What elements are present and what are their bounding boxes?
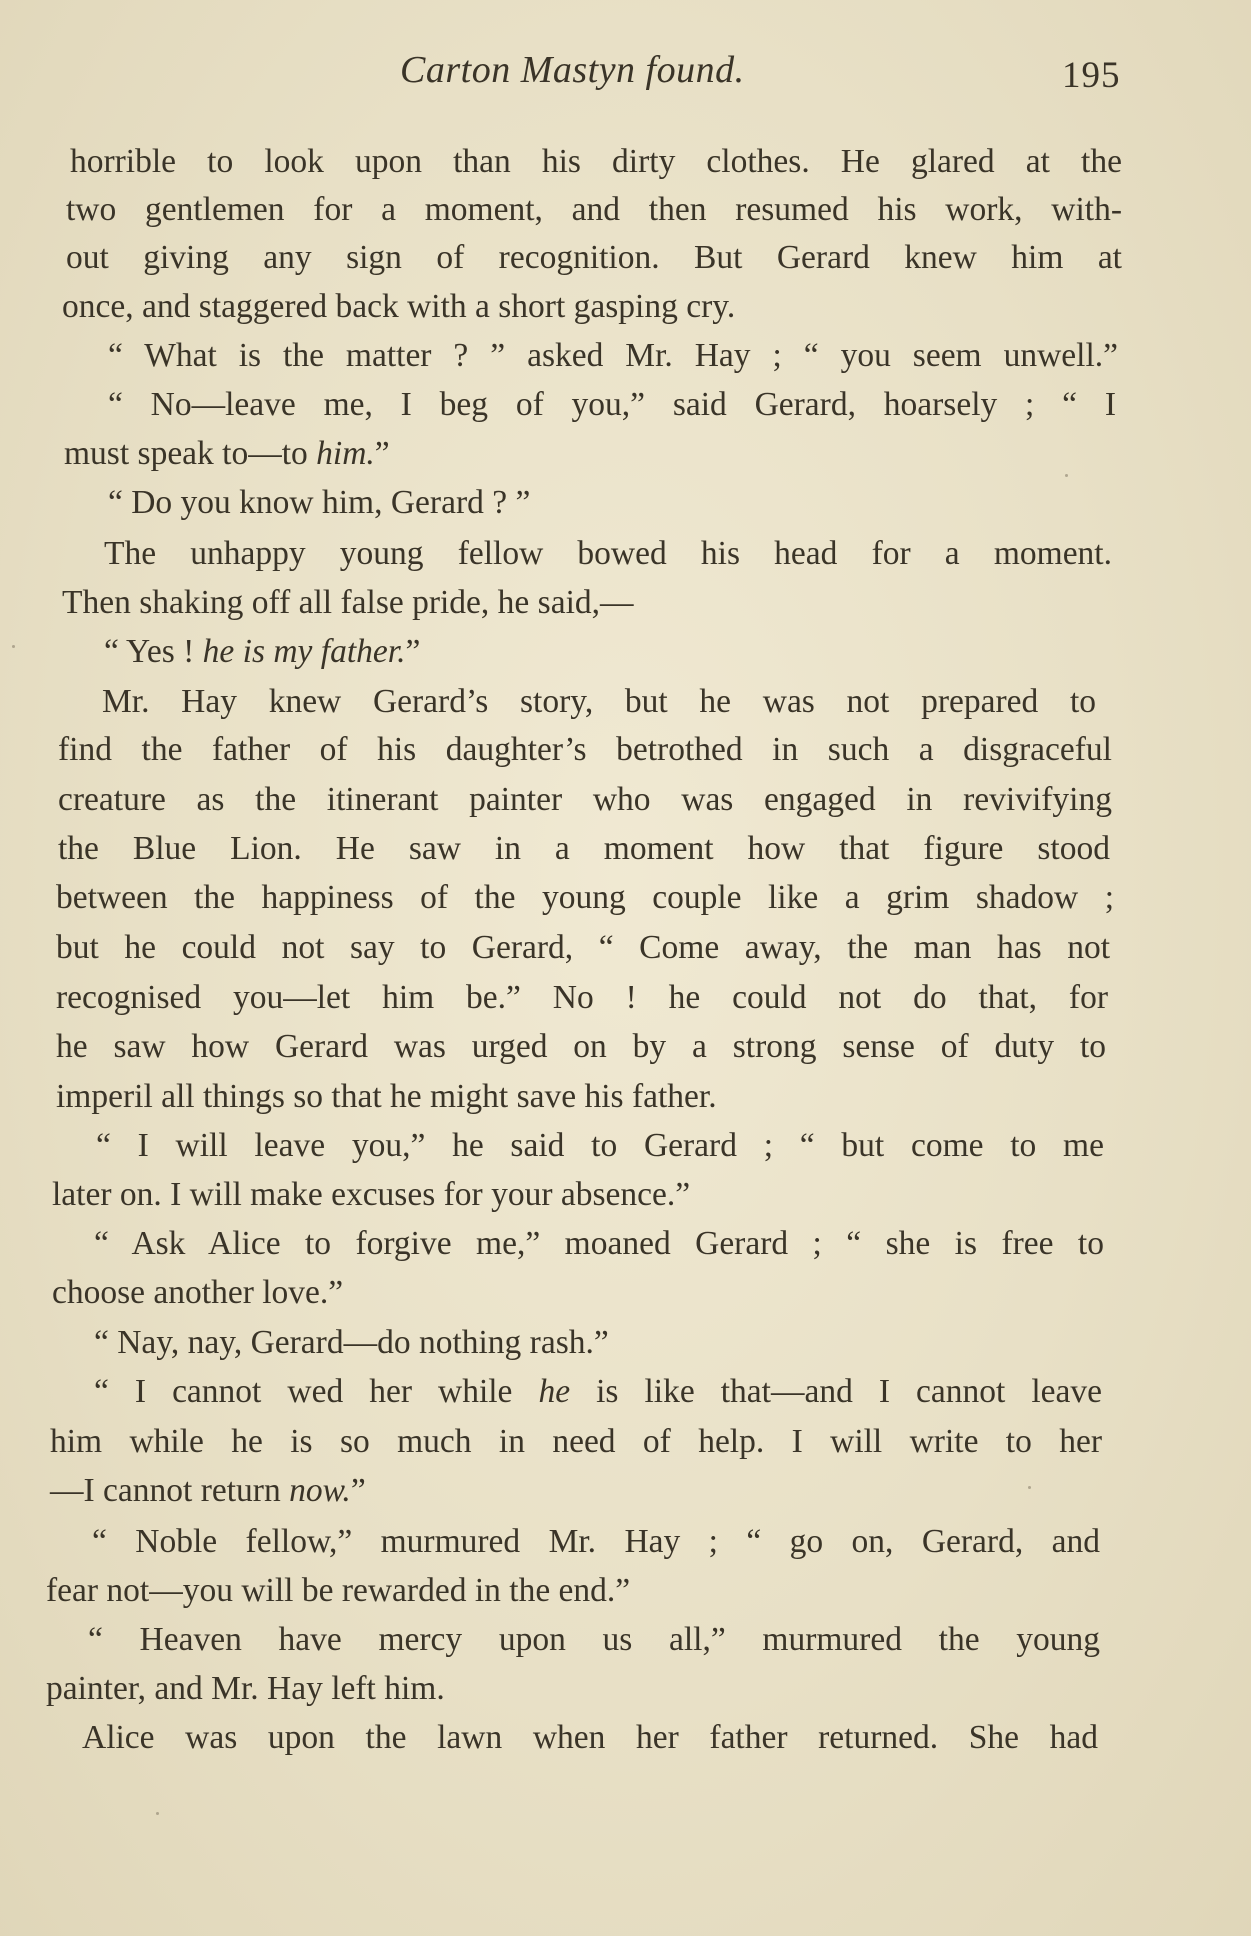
text-line (66, 186, 1122, 234)
text-line (52, 1269, 343, 1317)
text-run: later on. I will make excuses for your absence.” (52, 1176, 691, 1213)
text-run: choose another love.” (52, 1274, 344, 1311)
paper-speck (1065, 474, 1068, 477)
text-run: horrible to look upon than his dirty clothes. He glared at the (70, 143, 1122, 180)
text-run: “ Heaven have mercy upon us all,” murmured the young (88, 1621, 1100, 1658)
page-header (0, 48, 1251, 108)
text-line (92, 1518, 1100, 1566)
text-run: ” (374, 435, 390, 472)
text-line (56, 974, 1108, 1022)
text-line (62, 283, 735, 331)
text-run: recognised you—let him be.” No ! he could not do that, for (56, 979, 1108, 1016)
text-run: ” (405, 633, 421, 670)
text-run: “ Ask Alice to forgive me,” moaned Gerard ; “ she is free to (94, 1225, 1104, 1262)
text-run: “ Do you know him, Gerard ? ” (108, 484, 531, 521)
text-run: Mr. Hay knew Gerard’s story, but he was not prepared to (102, 683, 1096, 720)
text-line (94, 1220, 1104, 1268)
italic-text: he (538, 1373, 571, 1410)
text-line (56, 924, 1110, 972)
text-run: imperil all things so that he might save his father. (56, 1078, 717, 1115)
text-run: “ Yes ! (104, 633, 203, 670)
text-run: out giving any sign of recognition. But Gerard knew him at (66, 239, 1122, 276)
text-line (62, 579, 634, 627)
text-run: The unhappy young fellow bowed his head for a moment. (104, 535, 1112, 572)
italic-text: him. (316, 435, 375, 472)
paper-speck (12, 645, 15, 648)
text-run: “ I will leave you,” he said to Gerard ; “ but come to me (96, 1127, 1104, 1164)
text-run: the Blue Lion. He saw in a moment how that figure stood (58, 830, 1110, 867)
text-line (94, 1319, 609, 1367)
text-run: “ No—leave me, I beg of you,” said Gerard, hoarsely ; “ I (108, 386, 1116, 423)
running-title: Carton Mastyn found. (400, 49, 745, 91)
text-run: ” (350, 1472, 366, 1509)
text-run: is like that—and I cannot leave (570, 1373, 1102, 1410)
paper-speck (1028, 1486, 1031, 1489)
text-run: two gentlemen for a moment, and then resumed his work, with- (66, 191, 1122, 228)
text-line (102, 678, 1096, 726)
text-line (58, 776, 1112, 824)
text-run: between the happiness of the young couple like a grim shadow ; (56, 879, 1114, 916)
text-line (94, 1368, 1102, 1416)
text-line (108, 479, 530, 527)
text-run: “ I cannot wed her while (94, 1373, 539, 1410)
text-line (96, 1122, 1104, 1170)
text-run: fear not—you will be rewarded in the end.” (46, 1572, 631, 1609)
text-line (70, 138, 1122, 186)
text-line (88, 1616, 1100, 1664)
text-line (108, 381, 1116, 429)
text-line (58, 726, 1112, 774)
text-run: once, and staggered back with a short gasping cry. (62, 288, 736, 325)
text-line (50, 1418, 1102, 1466)
text-run: Alice was upon the lawn when her father returned. She had (82, 1719, 1098, 1756)
text-line (46, 1567, 630, 1615)
text-line (82, 1714, 1098, 1762)
text-run: Then shaking off all false pride, he said,— (62, 584, 634, 621)
text-line (56, 1073, 717, 1121)
text-run: “ Nay, nay, Gerard—do nothing rash.” (94, 1324, 609, 1361)
text-line (66, 234, 1122, 282)
text-line (56, 874, 1114, 922)
text-run: him while he is so much in need of help. I will write to her (50, 1423, 1102, 1460)
paper-speck (156, 1812, 159, 1815)
text-run: must speak to—to (64, 435, 317, 472)
italic-text: he is my father. (202, 633, 406, 670)
text-run: “ Noble fellow,” murmured Mr. Hay ; “ go on, Gerard, and (92, 1523, 1100, 1560)
text-run: find the father of his daughter’s betrothed in such a disgraceful (58, 731, 1112, 768)
text-run: —I cannot return (50, 1472, 290, 1509)
text-run: he saw how Gerard was urged on by a strong sense of duty to (56, 1028, 1106, 1065)
text-line (104, 530, 1112, 578)
text-run: creature as the itinerant painter who was engaged in revivifying (58, 781, 1112, 818)
text-line (46, 1665, 445, 1713)
text-line (64, 430, 390, 478)
text-run: but he could not say to Gerard, “ Come away, the man has not (56, 929, 1110, 966)
text-line (56, 1023, 1106, 1071)
text-line (58, 825, 1110, 873)
page-number: 195 (1062, 55, 1121, 96)
text-line (108, 332, 1118, 380)
text-line (104, 628, 420, 676)
text-run: “ What is the matter ? ” asked Mr. Hay ; “ you seem unwell.” (108, 337, 1118, 374)
text-run: painter, and Mr. Hay left him. (46, 1670, 445, 1707)
text-line (52, 1171, 690, 1219)
italic-text: now. (289, 1472, 351, 1509)
text-line (50, 1467, 366, 1515)
